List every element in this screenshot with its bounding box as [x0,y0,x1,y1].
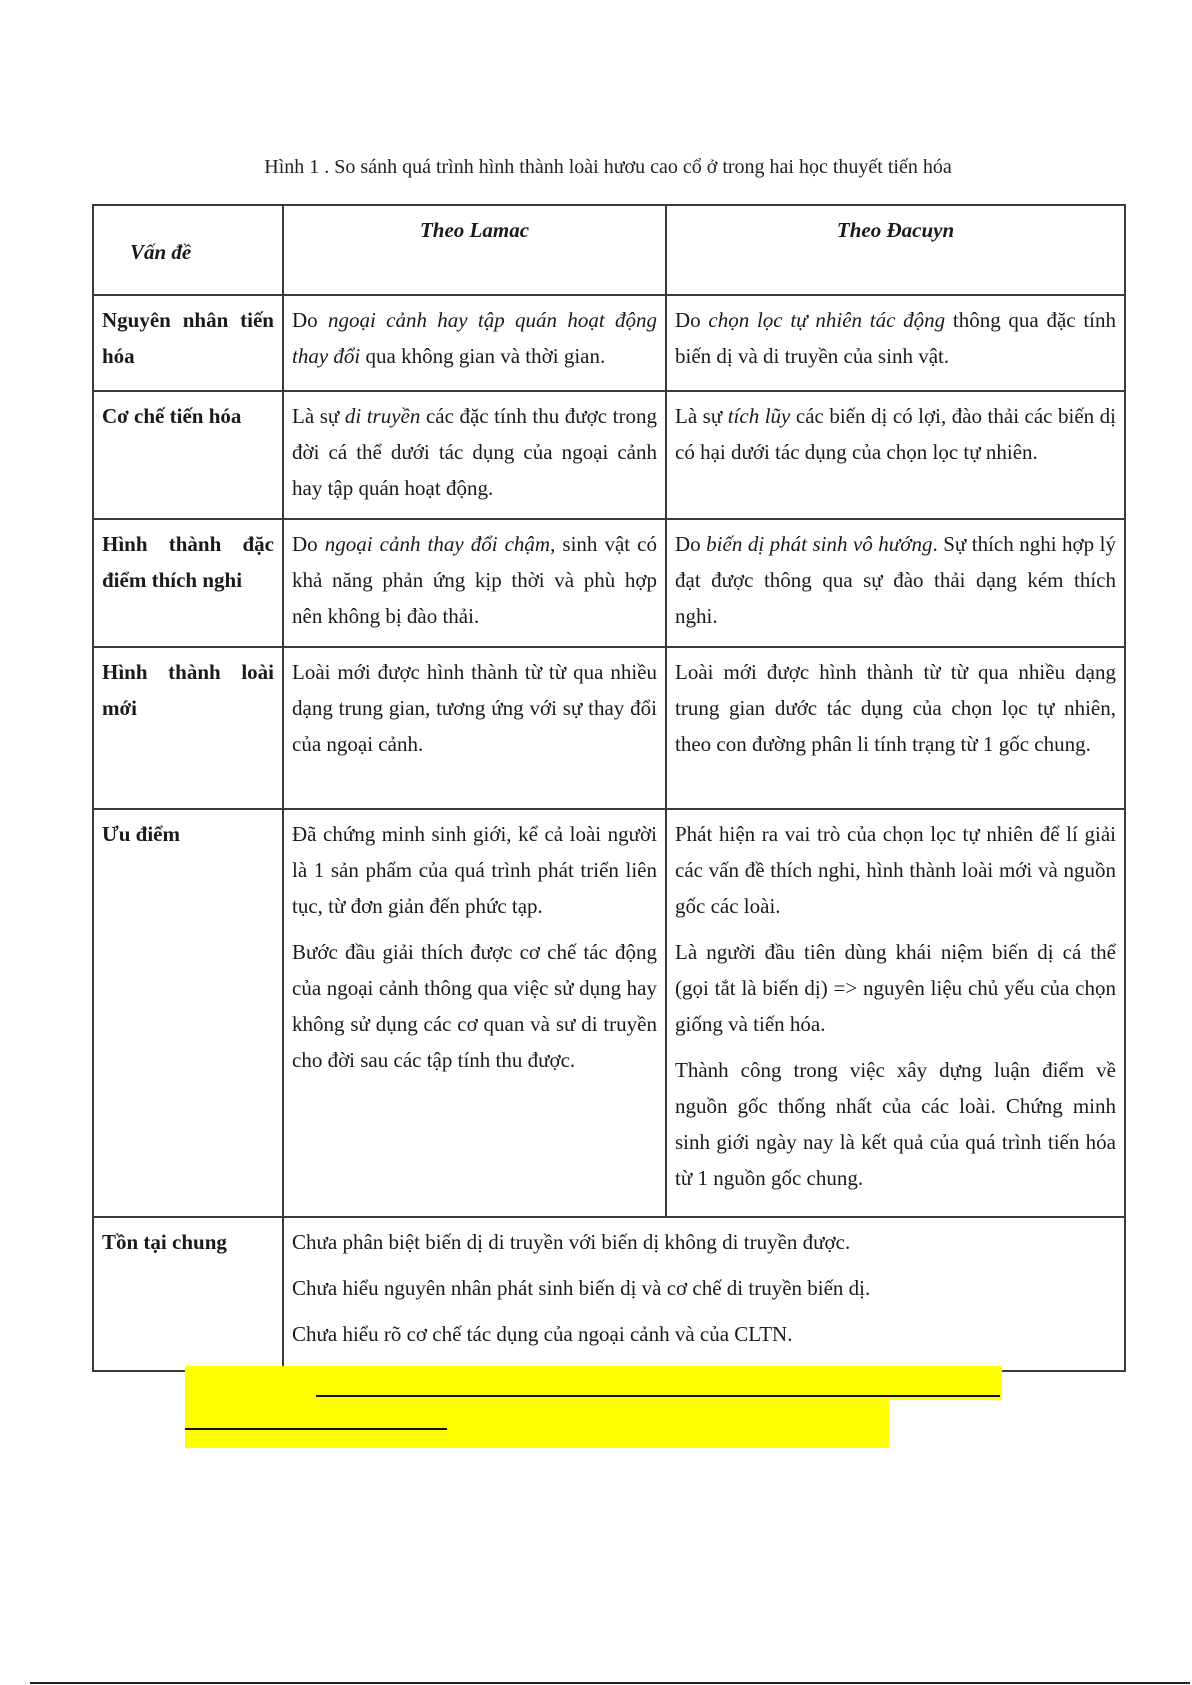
table-row [93,295,1125,391]
cell-dacuyn [666,295,1125,391]
header-dacuyn: Theo Đacuyn [666,205,1125,295]
highlight-bar-2 [185,1400,889,1448]
cell-dacuyn [666,391,1125,519]
emphasis-run: ngoại cảnh thay đổi chậm [324,532,551,556]
cell-lamac [283,809,666,1217]
text-run: Phát hiện ra vai trò của chọn lọc tự nhiên để lí giải các vấn đề thích nghi, hình thành loài mới và nguồn gốc các loài. [675,822,1116,918]
text-run: qua không gian và thời gian. [360,344,606,368]
text-run: Đã chứng minh sinh giới, kể cả loài người là 1 sản phẩm của quá trình phát triển liên tục, từ đơn giản đến phức tạp. [292,822,657,918]
cell-paragraph [675,302,1116,374]
text-run: các biến dị có lợi, đào thải các biến dị có hại dưới tác dụng của chọn lọc tự nhiên. [675,404,1116,464]
text-run: Loài mới được hình thành từ từ qua nhiều dạng trung gian dước tác dụng của chọn lọc tự nhiên, theo con đường phân li tính trạng từ 1 gốc chung. [675,660,1116,756]
limit-line: Chưa phân biệt biến dị di truyền với biến dị không di truyền được. [292,1230,851,1254]
text-run: Thành công trong việc xây dựng luận điểm về nguồn gốc thống nhất của các loài. Chứng minh sinh giới ngày nay là kết quả của quá trình tiến hóa từ 1 nguồn gốc chung. [675,1058,1116,1190]
underline-1 [316,1395,1000,1397]
table-row [93,809,1125,1217]
text-run: thông qua đặc tính biến dị và di truyền của sinh vật. [675,308,1117,368]
cell-paragraph [675,654,1116,762]
cell-paragraph [292,302,657,374]
row-topic: Hình thành loài mới [93,647,283,809]
cell-common-limits [283,1217,1125,1371]
text-run: Là sự [675,404,728,428]
emphasis-run: chọn lọc tự nhiên tác động [708,308,946,332]
emphasis-run: tích lũy [727,404,791,428]
cell-paragraph [675,934,1116,1042]
table-row-common-limits [93,1217,1125,1371]
text-run: Bước đầu giải thích được cơ chế tác động của ngoại cảnh thông qua việc sử dụng hay không sử dụng các cơ quan và sư di truyền cho đời sau các tập tính thu được. [292,940,657,1072]
row-topic: Cơ chế tiến hóa [93,391,283,519]
emphasis-run: biến dị phát sinh vô hướng [706,532,933,556]
cell-paragraph [292,816,657,924]
header-lamac: Theo Lamac [283,205,666,295]
cell-dacuyn [666,809,1125,1217]
cell-paragraph [675,398,1116,470]
cell-dacuyn [666,519,1125,647]
row-topic: Ưu điểm [93,809,283,1217]
cell-lamac [283,295,666,391]
table-row [93,647,1125,809]
cell-dacuyn [666,647,1125,809]
page-bottom-rule [30,1682,1190,1684]
cell-lamac [283,647,666,809]
text-run: Do [292,532,325,556]
limit-line: Chưa hiểu rõ cơ chế tác dụng của ngoại cảnh và của CLTN. [292,1322,793,1346]
cell-paragraph [675,816,1116,924]
cell-paragraph [675,526,1116,634]
underline-2 [185,1428,447,1430]
table-header-row [93,205,1125,295]
emphasis-run: ngoại cảnh hay tập quán hoạt động thay đổi [292,308,657,368]
limit-line: Chưa hiểu nguyên nhân phát sinh biến dị và cơ chế di truyền biến dị. [292,1276,871,1300]
header-topic: Vấn đề [93,205,283,295]
text-run: Là sự [292,404,345,428]
cell-paragraph [292,526,657,634]
text-run: các đặc tính thu được trong đời cá thể dưới tác dụng của ngoại cảnh hay tập quán hoạt động. [292,404,657,500]
table-row [93,519,1125,647]
table-row [93,391,1125,519]
cell-paragraph [675,1052,1116,1196]
row-topic: Hình thành đặc điểm thích nghi [93,519,283,647]
cell-paragraph [292,654,657,762]
cell-lamac [283,391,666,519]
cell-paragraph [292,934,657,1078]
text-run: Do [675,532,707,556]
row-topic: Tồn tại chung [93,1217,283,1371]
row-topic: Nguyên nhân tiến hóa [93,295,283,391]
text-run: Loài mới được hình thành từ từ qua nhiều dạng trung gian, tương ứng với sự thay đổi của ngoại cảnh. [292,660,657,756]
text-run: . Sự thích nghi hợp lý đạt được thông qua sự đào thải dạng kém thích nghi. [675,532,1116,628]
cell-paragraph [292,398,657,506]
comparison-table [92,204,1126,1372]
text-run: , sinh vật có khả năng phản ứng kịp thời và phù hợp nên không bị đào thải. [292,532,657,628]
text-run: Do [292,308,328,332]
cell-lamac [283,519,666,647]
text-run: Là người đầu tiên dùng khái niệm biến dị cá thể (gọi tắt là biến dị) => nguyên liệu chủ yếu của chọn giống và tiến hóa. [675,940,1116,1036]
emphasis-run: di truyền [344,404,421,428]
text-run: Do [675,308,709,332]
figure-caption: Hình 1 . So sánh quá trình hình thành loài hươu cao cổ ở trong hai học thuyết tiến hóa [264,156,952,178]
